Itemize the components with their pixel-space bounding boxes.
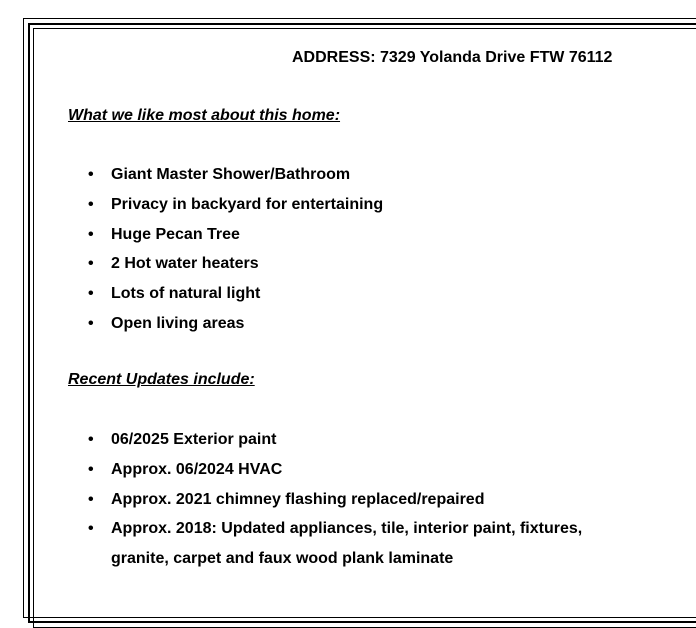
- list-item-text: Approx. 06/2024 HVAC: [111, 460, 283, 478]
- updates-heading: Recent Updates include:: [68, 371, 255, 388]
- list-item: [88, 160, 631, 190]
- bullet-icon: •: [88, 255, 94, 273]
- updates-list: [88, 425, 631, 574]
- list-item: [88, 190, 631, 220]
- list-item-text: 06/2025 Exterior paint: [111, 431, 277, 448]
- bullet-icon: •: [88, 460, 94, 478]
- bullet-icon: •: [88, 166, 94, 183]
- bullet-icon: •: [88, 314, 94, 332]
- bullet-icon: •: [88, 431, 94, 448]
- list-item-text: Privacy in backyard for entertaining: [111, 195, 384, 213]
- list-item-text: Giant Master Shower/Bathroom: [111, 166, 351, 183]
- list-item: [88, 514, 631, 574]
- list-item: [88, 485, 631, 515]
- list-item: [88, 249, 631, 279]
- property-address: ADDRESS: 7329 Yolanda Drive FTW 76112: [292, 49, 613, 66]
- bullet-icon: •: [88, 490, 94, 508]
- list-item: [88, 455, 631, 485]
- list-item-text: Approx. 2018: Updated appliances, tile, interior paint, fixtures, granite, carpet and faux wood plank laminate: [111, 520, 583, 568]
- list-item: [88, 309, 631, 339]
- bullet-icon: •: [88, 225, 94, 243]
- list-item-text: 2 Hot water heaters: [111, 255, 259, 273]
- list-item: [88, 425, 631, 455]
- list-item-text: Huge Pecan Tree: [111, 225, 240, 243]
- bullet-icon: •: [88, 520, 94, 538]
- bullet-icon: •: [88, 195, 94, 213]
- list-item-text: Open living areas: [111, 314, 245, 332]
- list-item: [88, 220, 631, 250]
- list-item: [88, 279, 631, 309]
- likes-list: [88, 160, 631, 339]
- list-item-text: Lots of natural light: [111, 285, 261, 303]
- bullet-icon: •: [88, 285, 94, 303]
- list-item-text: Approx. 2021 chimney flashing replaced/repaired: [111, 490, 485, 508]
- likes-heading: What we like most about this home:: [68, 107, 341, 124]
